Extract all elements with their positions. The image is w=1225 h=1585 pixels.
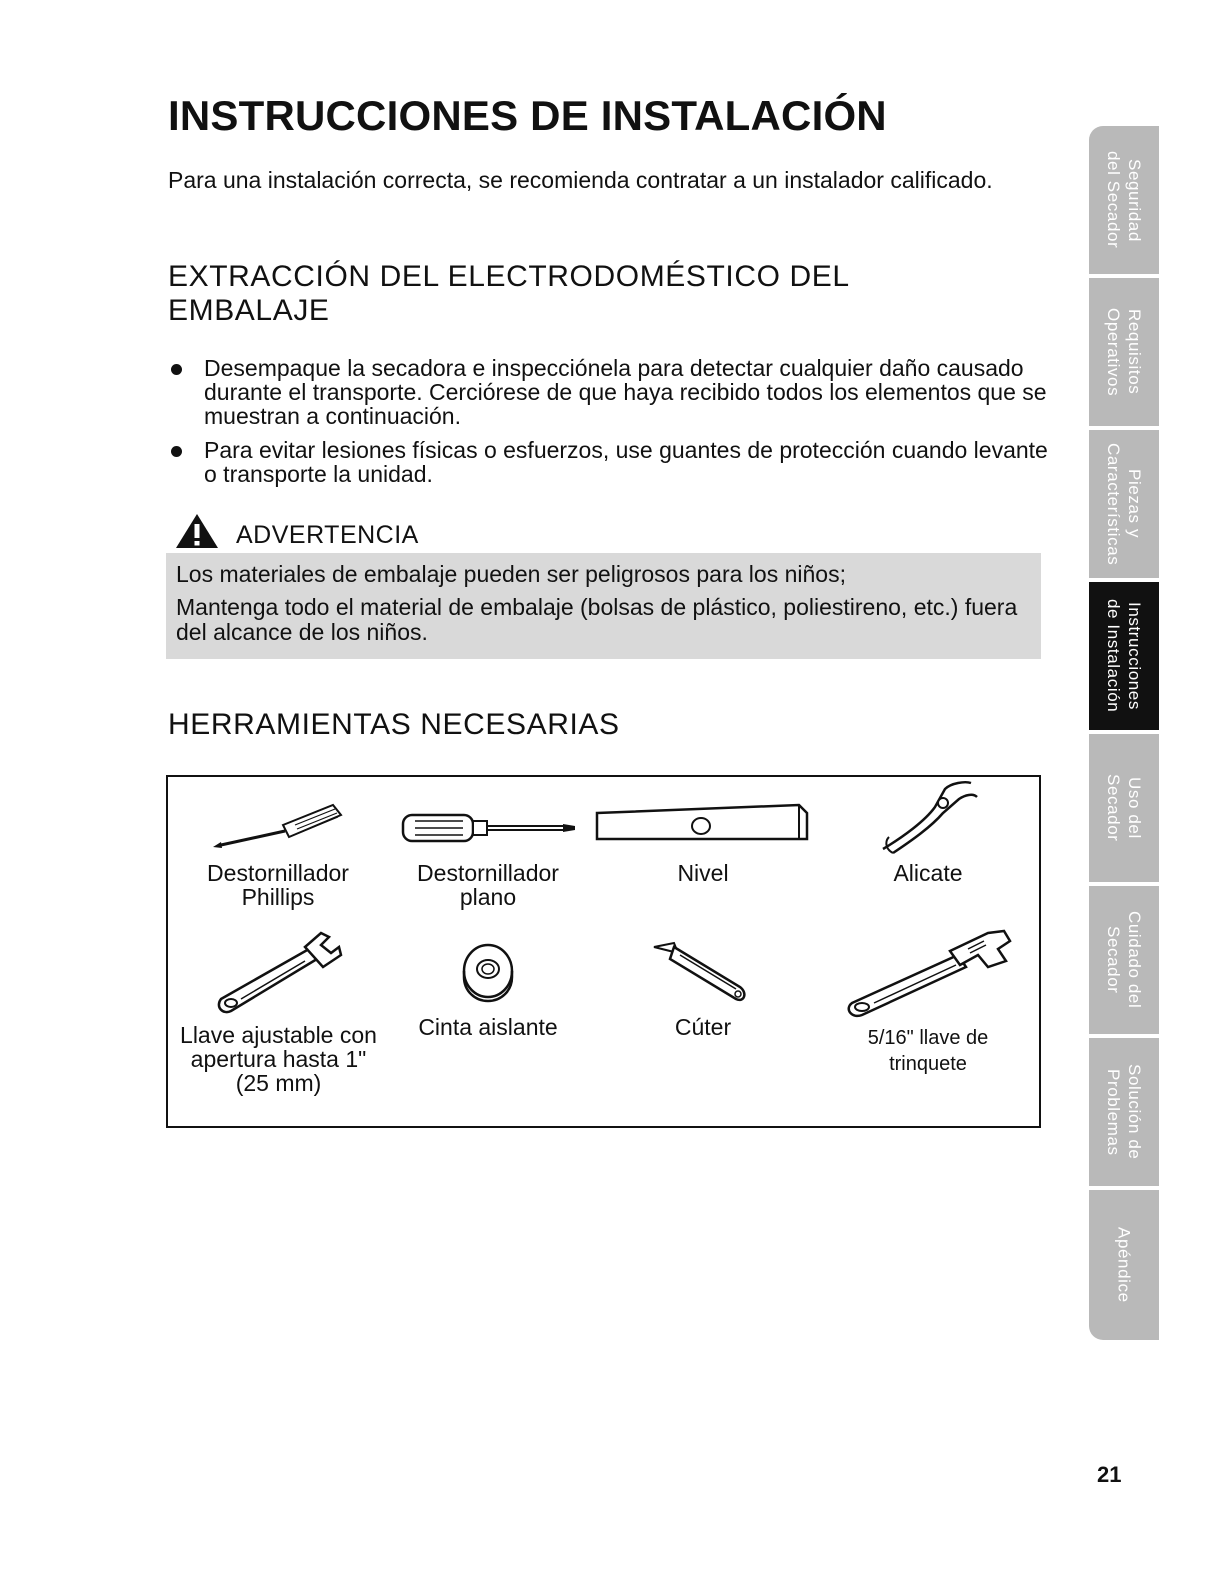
- tool-label: Nivel: [677, 860, 729, 886]
- tab-seguridad-del-secador[interactable]: [1089, 126, 1159, 276]
- warning-triangle-icon: [174, 512, 220, 550]
- tab-cuidado-del-secador[interactable]: [1089, 886, 1159, 1036]
- tab-label: Piezas y Características: [1104, 442, 1144, 566]
- section-heading-unpacking: [168, 260, 850, 328]
- tools-box: [166, 775, 1041, 1128]
- tab-solucion-de-problemas[interactable]: [1089, 1038, 1159, 1188]
- tab-label: Cuidado del Secador: [1104, 911, 1144, 1009]
- section-heading-line: EMBALAJE: [168, 294, 330, 327]
- tab-label: Seguridad del Secador: [1104, 151, 1144, 249]
- tool-item: [593, 937, 813, 1039]
- tab-uso-del-secador[interactable]: [1089, 734, 1159, 884]
- tool-label: Alicate: [893, 860, 963, 886]
- tool-label: Cinta aislante: [418, 1014, 558, 1040]
- tool-label: 5/16" llave de trinquete: [867, 1027, 989, 1075]
- bullet-icon: [171, 446, 182, 457]
- tool-item: [828, 925, 1028, 1077]
- tool-item: [388, 795, 588, 909]
- unpacking-bullet-list: [168, 356, 1048, 496]
- tab-apendice[interactable]: [1089, 1190, 1159, 1340]
- tool-item: [178, 795, 378, 909]
- cutter-icon: [648, 937, 758, 1009]
- pliers-icon: [873, 777, 983, 855]
- list-item: [168, 356, 1048, 428]
- flat-screwdriver-icon: [393, 795, 583, 855]
- tool-label: Destornillador Phillips: [207, 860, 349, 910]
- tab-piezas-y-caracteristicas[interactable]: [1089, 430, 1159, 580]
- page-number: 21: [1097, 1462, 1122, 1487]
- tool-item: [388, 937, 588, 1039]
- ratchet-wrench-icon: [838, 925, 1018, 1019]
- tool-item: [828, 777, 1028, 885]
- phillips-screwdriver-icon: [203, 795, 353, 855]
- intro-text: Para una instalación correcta, se recomienda contratar a un instalador calificado.: [168, 167, 993, 193]
- tab-requisitos-operativos[interactable]: [1089, 278, 1159, 428]
- tool-label: Cúter: [674, 1014, 732, 1040]
- tool-label: Destornillador plano: [417, 860, 559, 910]
- tab-instrucciones-de-instalacion[interactable]: [1089, 582, 1159, 732]
- tool-label: Llave ajustable con apertura hasta 1" (25 mm): [180, 1022, 377, 1096]
- warning-text: Mantenga todo el material de embalaje (bolsas de plástico, poliestireno, etc.) fuera del alcance de los niños.: [176, 594, 1018, 645]
- bullet-text: Para evitar lesiones físicas o esfuerzos, use guantes de protección cuando levante o transporte la unidad.: [204, 437, 1048, 487]
- warning-box: [166, 553, 1041, 659]
- tab-label: Uso del Secador: [1104, 774, 1144, 842]
- bullet-text: Desempaque la secadora e inspecciónela para detectar cualquier daño causado durante el transporte. Cerciórese de que haya recibido todos los elementos que se muestran a continuación.: [204, 355, 1047, 429]
- tool-item: [176, 927, 381, 1095]
- warning-text: Los materiales de embalaje pueden ser peligrosos para los niños;: [176, 561, 846, 587]
- page-title: INSTRUCCIONES DE INSTALACIÓN: [168, 92, 887, 139]
- tab-label: Apéndice: [1114, 1227, 1134, 1303]
- list-item: [168, 438, 1048, 486]
- adjustable-wrench-icon: [209, 927, 349, 1017]
- tab-label: Instrucciones de Instalación: [1104, 599, 1144, 713]
- tab-label: Solución de Problemas: [1104, 1064, 1144, 1160]
- section-heading-line: EXTRACCIÓN DEL ELECTRODOMÉSTICO DEL: [168, 260, 850, 293]
- tape-icon: [453, 937, 523, 1009]
- warning-header: [174, 508, 419, 550]
- tab-label: Requisitos Operativos: [1104, 307, 1144, 397]
- section-heading-tools: HERRAMIENTAS NECESARIAS: [168, 708, 620, 741]
- tool-item: [593, 795, 813, 885]
- level-icon: [593, 795, 813, 855]
- warning-label: ADVERTENCIA: [236, 521, 419, 549]
- bullet-icon: [171, 364, 182, 375]
